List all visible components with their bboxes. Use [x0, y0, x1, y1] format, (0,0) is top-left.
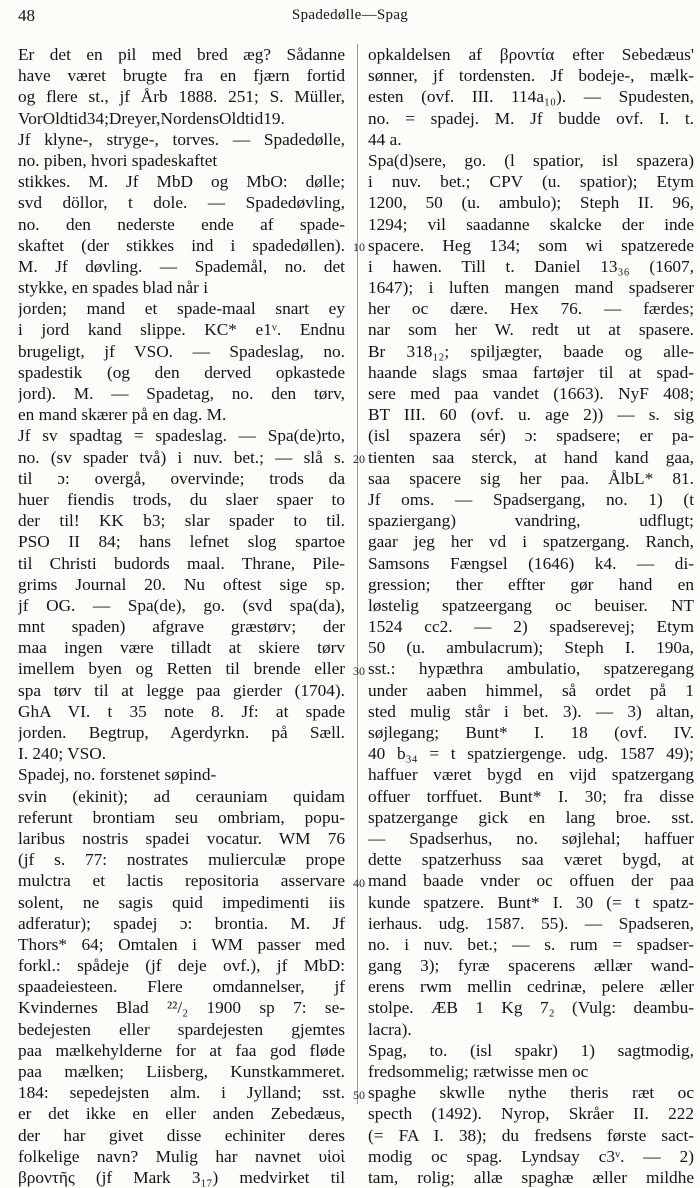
line-number: 40 — [353, 875, 365, 890]
text-line: imellem byen og Retten til brende eller — [18, 659, 345, 679]
text-line: jorden; mand et spade-maal snart ey — [18, 299, 345, 319]
text-line: og flere st., jf Årb 1888. 251; S. Müller, — [18, 87, 345, 107]
text-line: no. = spadej. M. Jf budde ovf. I. t. — [368, 108, 694, 128]
text-line: (= FA I. 38); du fredsens første sact- — [368, 1125, 694, 1145]
text-line: PSO II 84; hans lefnet slog spartoe — [18, 532, 345, 552]
text-line: gang 3); fyræ spacerens ællær wand- — [368, 956, 694, 976]
text-line: skaftet (der stikkes ind i spadedøllen). — [18, 235, 345, 255]
text-line: 40 b₃₄ = t spatziergenge. udg. 1587 49); — [368, 744, 694, 764]
text-line: til Christi budords maal. Thrane, Pile- — [18, 553, 345, 573]
text-line: er det ikke en eller anden Zebedæus, — [18, 1104, 345, 1124]
text-line: her oc dære. Hex 76. — færdes; — [368, 299, 694, 319]
text-line: stolpe. ÆB 1 Kg 7₂ (Vulg: deambu- — [368, 998, 694, 1018]
text-line: spa tørv til at legge paa gierder (1704). — [18, 680, 345, 700]
text-line: sst.: hypæthra ambulatio, spatzeregang — [368, 659, 694, 679]
text-line: Jf sv spadtag = spadeslag. — Spa(de)rto, — [18, 426, 345, 446]
text-line: Kvindernes Blad ²²/₂ 1900 sp 7: se- — [18, 998, 345, 1018]
text-line: BT III. 60 (ovf. u. age 2)) — s. sig — [368, 405, 694, 425]
text-line: løstelig spatzeergang oc beuiser. NT — [368, 595, 694, 615]
text-line: Jf klyne-, stryge-, torves. — Spadedølle, — [18, 129, 345, 149]
text-line: specth (1492). Nyrop, Skråer II. 222 — [368, 1104, 694, 1124]
text-line: bedejesten eller spardejesten gjemtes — [18, 1019, 345, 1039]
text-line: Jf oms. — Spadsergang, no. 1) (t — [368, 489, 694, 509]
text-line: sted mulig står i bet. 3). — 3) altan, — [368, 701, 694, 721]
text-line: 1200, 50 (u. ambulo); Steph II. 96, — [368, 193, 694, 213]
text-line: VorOldtid34;Dreyer,NordensOldtid19. — [18, 108, 285, 128]
text-line: 184: sepedejsten alm. i Jylland; sst. — [18, 1083, 345, 1103]
text-line: under aaben himmel, så ordet på 1 — [368, 680, 694, 700]
text-line: til ɔ: overgå, overvinde; trods da — [18, 468, 345, 488]
text-line: (isl spazera sér) ɔ: spadsere; er pa- — [368, 426, 694, 446]
text-line: — Spadserhus, no. søjlehal; haffuer — [368, 828, 694, 848]
text-line: mulctra et lactis repositoria asservare — [18, 871, 345, 891]
text-line: tienten saa sterck, at hand kand gaa, — [368, 447, 694, 467]
text-line: Er det en pil med bred æg? Sådanne — [18, 45, 345, 64]
text-line: M. Jf døvling. — Spademål, no. det — [18, 256, 345, 276]
text-line: gaar jeg her vd i spatzergang. Ranch, — [368, 532, 694, 552]
line-number: 30 — [353, 663, 365, 678]
text-line: fredsommelig; rætwisse men oc — [368, 1062, 589, 1081]
text-line: saa spacere sig her paa. ÅlbL* 81. — [368, 468, 694, 488]
text-line: have været brugte fra en fjærn fortid — [18, 66, 345, 86]
text-line: svin (ekinit); ad cerauniam quidam — [18, 786, 345, 806]
text-line: huer fiendis trods, du slaer spaer to — [18, 489, 345, 509]
text-line: Spag, to. (isl spakr) 1) sagtmodig, — [368, 1040, 694, 1060]
text-line: haffuer været bygd en vijd spatzergang — [368, 765, 694, 785]
text-line: gression; ther effter gør hand en — [368, 574, 694, 594]
text-line: GhA VI. t 35 note 8. Jf: at spade — [18, 701, 345, 721]
text-line: grims Journal 20. Nu oftest sige sp. — [18, 574, 345, 594]
text-line: forkl.: spådeje (jf deje ovf.), jf MbD: — [18, 956, 345, 976]
text-line: referunt brontiam seu ombriam, popu- — [18, 807, 345, 827]
text-line: i jord kand slippe. KC* e1ᵛ. Endnu — [18, 320, 345, 340]
line-number: 50 — [353, 1087, 365, 1102]
text-line: folkelige navn? Mulig har navnet υἱοὶ — [18, 1146, 345, 1166]
text-line: jorden. Begtrup, Agerdyrkn. på Sæll. — [18, 723, 345, 742]
column-divider — [357, 44, 358, 1104]
text-line: paa mælken; Liisberg, Kunstkammeret. — [18, 1062, 345, 1081]
text-line: 1647); i luften mangen mand spadserer — [368, 278, 694, 298]
text-line: spatzergange gick en lang broe. sst. — [368, 807, 694, 827]
text-line: dette spatzerhuss saa været bygd, at — [368, 850, 694, 870]
text-line: laribus nostris spadei vocatur. WM 76 — [18, 828, 345, 848]
text-line: haande slags smaa fartøjer til at spad- — [368, 362, 694, 382]
text-line: stikkes. M. Jf MbD og MbO: dølle; — [18, 172, 345, 192]
text-line: adferatur); spadej ɔ: brontia. M. Jf — [18, 913, 345, 933]
line-number: 10 — [353, 239, 365, 254]
line-number: 20 — [353, 451, 365, 466]
text-line: no. (sv spader två) i nuv. bet.; — slå s. — [18, 447, 345, 467]
page-number: 48 — [18, 6, 35, 25]
text-line: en mand skærer på en dag. M. — [18, 405, 227, 425]
text-line: spaadeiesteen. Flere omdannelser, jf — [18, 977, 345, 997]
text-line: i nuv. bet.; CPV (u. spatior); Etym — [368, 172, 694, 192]
text-line: jord). M. — Spadetag, no. den tørv, — [18, 384, 345, 403]
text-line: spaziergang) vandring, udflugt; — [368, 511, 694, 531]
text-line: no. piben, hvori spadeskaftet — [18, 150, 218, 170]
text-line: lacra). — [368, 1019, 412, 1039]
text-line: paa mælkehylderne for at faa god fløde — [18, 1040, 345, 1060]
text-line: kunde spatzere. Bunt* I. 30 (= t spatz- — [368, 892, 694, 912]
text-line: der til! KK b3; slar spader to til. — [18, 511, 345, 531]
text-line: no. den nederste ende af spade- — [18, 214, 345, 234]
text-line: modig oc spag. Lyndsay c3ᵛ. — 2) — [368, 1146, 694, 1166]
text-line: esten (ovf. III. 114a₁₀). — Spudesten, — [368, 87, 694, 107]
text-line: Spadej, no. forstenet søpind- — [18, 765, 217, 785]
page-header — [0, 6, 700, 30]
text-line: der har givet disse echiniter deres — [18, 1125, 345, 1145]
text-line: solent, ne sagis quid impedimenti iis — [18, 892, 345, 912]
text-line: offuer torffuet. Bunt* I. 30; fra disse — [368, 786, 694, 806]
text-line: sere med paa vandet (1663). NyF 408; — [368, 384, 694, 403]
text-line: no. i nuv. bet.; — s. rum = spadser- — [368, 934, 694, 954]
text-line: i hawen. Till t. Daniel 13₃₆ (1607, — [368, 256, 694, 276]
text-line: ierhaus. udg. 1587. 55). — Spadseren, — [368, 913, 694, 933]
text-line: maa ingen være tilladt at skiere tørv — [18, 638, 345, 658]
text-line: nar som her W. redt ut at spasere. — [368, 320, 694, 340]
text-line: 44 a. — [368, 129, 402, 149]
left-column — [18, 44, 345, 1188]
text-line: svd döllor, t dole. — Spadedøvling, — [18, 193, 345, 213]
text-line: I. 240; VSO. — [18, 744, 107, 764]
text-line: 50 (u. ambulacrum); Steph I. 190a, — [368, 638, 694, 658]
text-line: spacere. Heg 134; som wi spatzerede — [368, 235, 694, 255]
text-line: stykke, en spades blad når i — [18, 278, 209, 298]
text-line: mnt spaden) afgrave græstørv; der — [18, 617, 345, 637]
text-line: 1294; vil saadanne skalcke der inde — [368, 214, 694, 234]
text-line: (jf s. 77: nostrates mulierculæ prope — [18, 850, 345, 870]
text-line: mand baade vnder oc offuen der paa — [368, 871, 694, 891]
text-line: søjlegang; Bunt* I. 18 (ovf. IV. — [368, 723, 694, 742]
text-line: βροντῆς (jf Mark 3₁₇) medvirket til — [18, 1167, 345, 1187]
text-line: brugeligt, jf VSO. — Spadeslag, no. — [18, 341, 345, 361]
text-line: Samsons Fængsel (1646) k4. — di- — [368, 553, 694, 573]
text-line: 1524 cc2. — 2) spadserevej; Etym — [368, 617, 694, 637]
text-line: opkaldelsen af βροντία efter Sebedæus' — [368, 45, 694, 64]
right-column — [368, 44, 694, 1188]
text-line: Spa(d)sere, go. (l spatior, isl spazera) — [368, 150, 694, 170]
text-line: spaghe skwlle nythe theris ræt oc — [368, 1083, 694, 1103]
text-line: sønner, jf tordensten. Jf bodeje-, mælk- — [368, 66, 694, 86]
text-line: Thors* 64; Omtalen i WM passer med — [18, 934, 345, 954]
text-line: tam, rolig; allæ spaghæ æller mildhe — [368, 1167, 694, 1187]
text-line: Br 318₁₂; spiljægter, baade og alle- — [368, 341, 694, 361]
text-line: spadestik (og den derved opkastede — [18, 362, 345, 382]
running-title: Spadedølle—Spag — [291, 7, 409, 23]
text-line: jf OG. — Spa(de), go. (svd spa(da), — [18, 595, 345, 615]
text-line: erens rwm mellin cedrinæ, pelere æller — [368, 977, 694, 997]
